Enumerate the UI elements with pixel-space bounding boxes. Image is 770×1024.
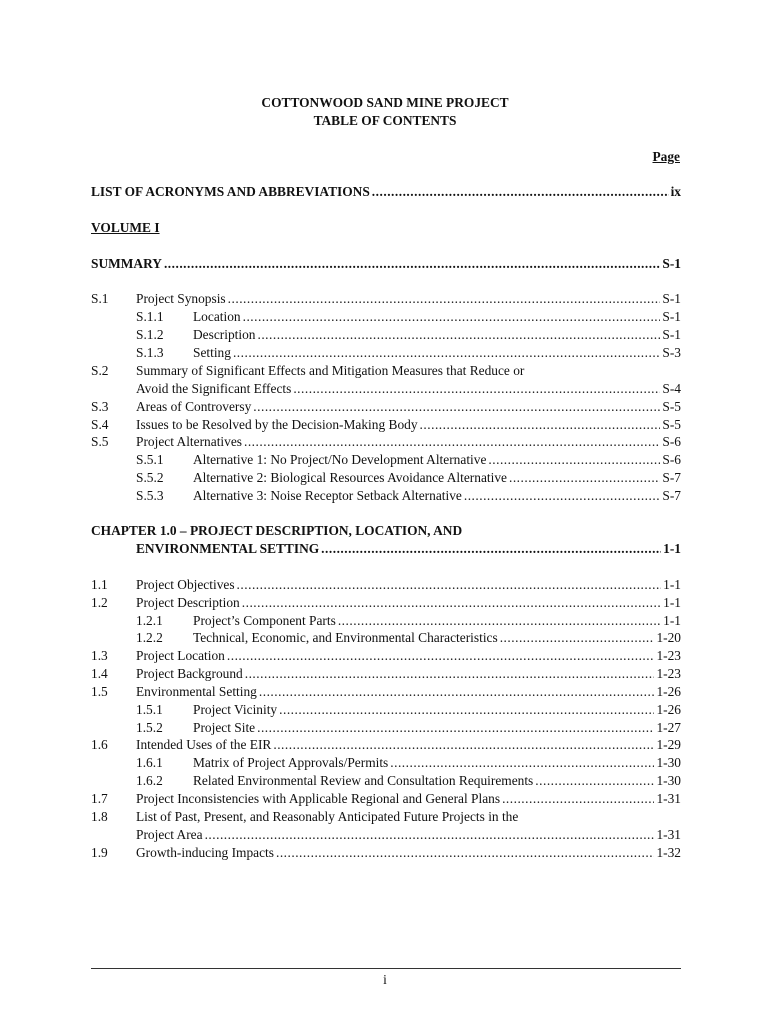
toc-entry[interactable]: Growth-inducing Impacts ..... 1-32: [136, 845, 681, 861]
document-title: TABLE OF CONTENTS: [313, 113, 457, 128]
toc-entry[interactable]: Project Alternatives ..... S-6: [136, 434, 681, 450]
toc-number: 1.2: [91, 595, 108, 610]
toc-entry[interactable]: Project Vicinity ..... 1-26: [193, 702, 681, 718]
toc-number: S.1.2: [136, 327, 164, 342]
toc-number: S.3: [91, 399, 109, 414]
toc-number: S.4: [91, 417, 109, 432]
toc-number: 1.7: [91, 791, 108, 806]
toc-entry[interactable]: Alternative 3: Noise Receptor Setback Alternative ..... S-7: [193, 488, 681, 504]
toc-entry[interactable]: Location ..... S-1: [193, 309, 681, 325]
toc-entry-line1[interactable]: List of Past, Present, and Reasonably Anticipated Future Projects in the: [136, 809, 519, 824]
volume-heading: VOLUME I: [91, 220, 160, 235]
toc-entry[interactable]: Alternative 1: No Project/No Development Alternative ..... S-6: [193, 452, 681, 468]
toc-number: 1.6.2: [136, 773, 163, 788]
toc-entry[interactable]: Project Area ..... 1-31: [136, 827, 681, 843]
toc-entry[interactable]: Matrix of Project Approvals/Permits ..... 1-30: [193, 755, 681, 771]
toc-entry[interactable]: Project Inconsistencies with Applicable Regional and General Plans ..... 1-31: [136, 791, 681, 807]
page-column-header: Page: [652, 149, 680, 164]
toc-entry[interactable]: Related Environmental Review and Consultation Requirements ..... 1-30: [193, 773, 681, 789]
toc-entry[interactable]: Areas of Controversy ..... S-5: [136, 399, 681, 415]
toc-number: S.5.1: [136, 452, 164, 467]
project-title: COTTONWOOD SAND MINE PROJECT: [261, 95, 509, 110]
toc-number: 1.2.2: [136, 630, 163, 645]
toc-entry[interactable]: Project’s Component Parts ..... 1-1: [193, 613, 681, 629]
toc-entry-acronyms[interactable]: LIST OF ACRONYMS AND ABBREVIATIONS ..... ix: [91, 184, 681, 200]
toc-entry[interactable]: Setting ..... S-3: [193, 345, 681, 361]
toc-entry[interactable]: Alternative 2: Biological Resources Avoidance Alternative ..... S-7: [193, 470, 681, 486]
toc-entry[interactable]: Project Objectives ..... 1-1: [136, 577, 681, 593]
toc-number: S.1.1: [136, 309, 164, 324]
toc-number: 1.2.1: [136, 613, 163, 628]
toc-entry[interactable]: Project Location ..... 1-23: [136, 648, 681, 664]
toc-number: 1.3: [91, 648, 108, 663]
toc-number: 1.5.2: [136, 720, 163, 735]
toc-entry[interactable]: Project Synopsis ..... S-1: [136, 291, 681, 307]
toc-number: S.5: [91, 434, 109, 449]
toc-entry[interactable]: Avoid the Significant Effects ..... S-4: [136, 381, 681, 397]
toc-number: S.1: [91, 291, 109, 306]
toc-number: 1.5: [91, 684, 108, 699]
toc-entry-chapter-1[interactable]: ENVIRONMENTAL SETTING ..... 1-1: [136, 541, 681, 557]
toc-entry[interactable]: Project Background ..... 1-23: [136, 666, 681, 682]
toc-number: 1.6.1: [136, 755, 163, 770]
toc-entry[interactable]: Intended Uses of the EIR ..... 1-29: [136, 737, 681, 753]
page-number: i: [383, 972, 387, 987]
toc-number: S.5.3: [136, 488, 164, 503]
toc-number: S.5.2: [136, 470, 164, 485]
toc-number: 1.6: [91, 737, 108, 752]
toc-entry[interactable]: Description ..... S-1: [193, 327, 681, 343]
toc-number: S.1.3: [136, 345, 164, 360]
chapter-heading-line1[interactable]: CHAPTER 1.0 – PROJECT DESCRIPTION, LOCATION, AND: [91, 523, 463, 538]
toc-entry[interactable]: Environmental Setting ..... 1-26: [136, 684, 681, 700]
toc-number: S.2: [91, 363, 109, 378]
toc-number: 1.5.1: [136, 702, 163, 717]
toc-number: 1.9: [91, 845, 108, 860]
toc-number: 1.1: [91, 577, 108, 592]
toc-number: 1.4: [91, 666, 108, 681]
toc-entry[interactable]: Project Site ..... 1-27: [193, 720, 681, 736]
toc-entry[interactable]: Technical, Economic, and Environmental Characteristics ..... 1-20: [193, 630, 681, 646]
toc-entry[interactable]: Project Description ..... 1-1: [136, 595, 681, 611]
toc-number: 1.8: [91, 809, 108, 824]
footer-divider: [91, 968, 681, 969]
toc-entry-summary[interactable]: SUMMARY ..... S-1: [91, 256, 681, 272]
toc-entry[interactable]: Issues to be Resolved by the Decision-Making Body ..... S-5: [136, 417, 681, 433]
toc-entry-line1[interactable]: Summary of Significant Effects and Mitigation Measures that Reduce or: [136, 363, 525, 378]
